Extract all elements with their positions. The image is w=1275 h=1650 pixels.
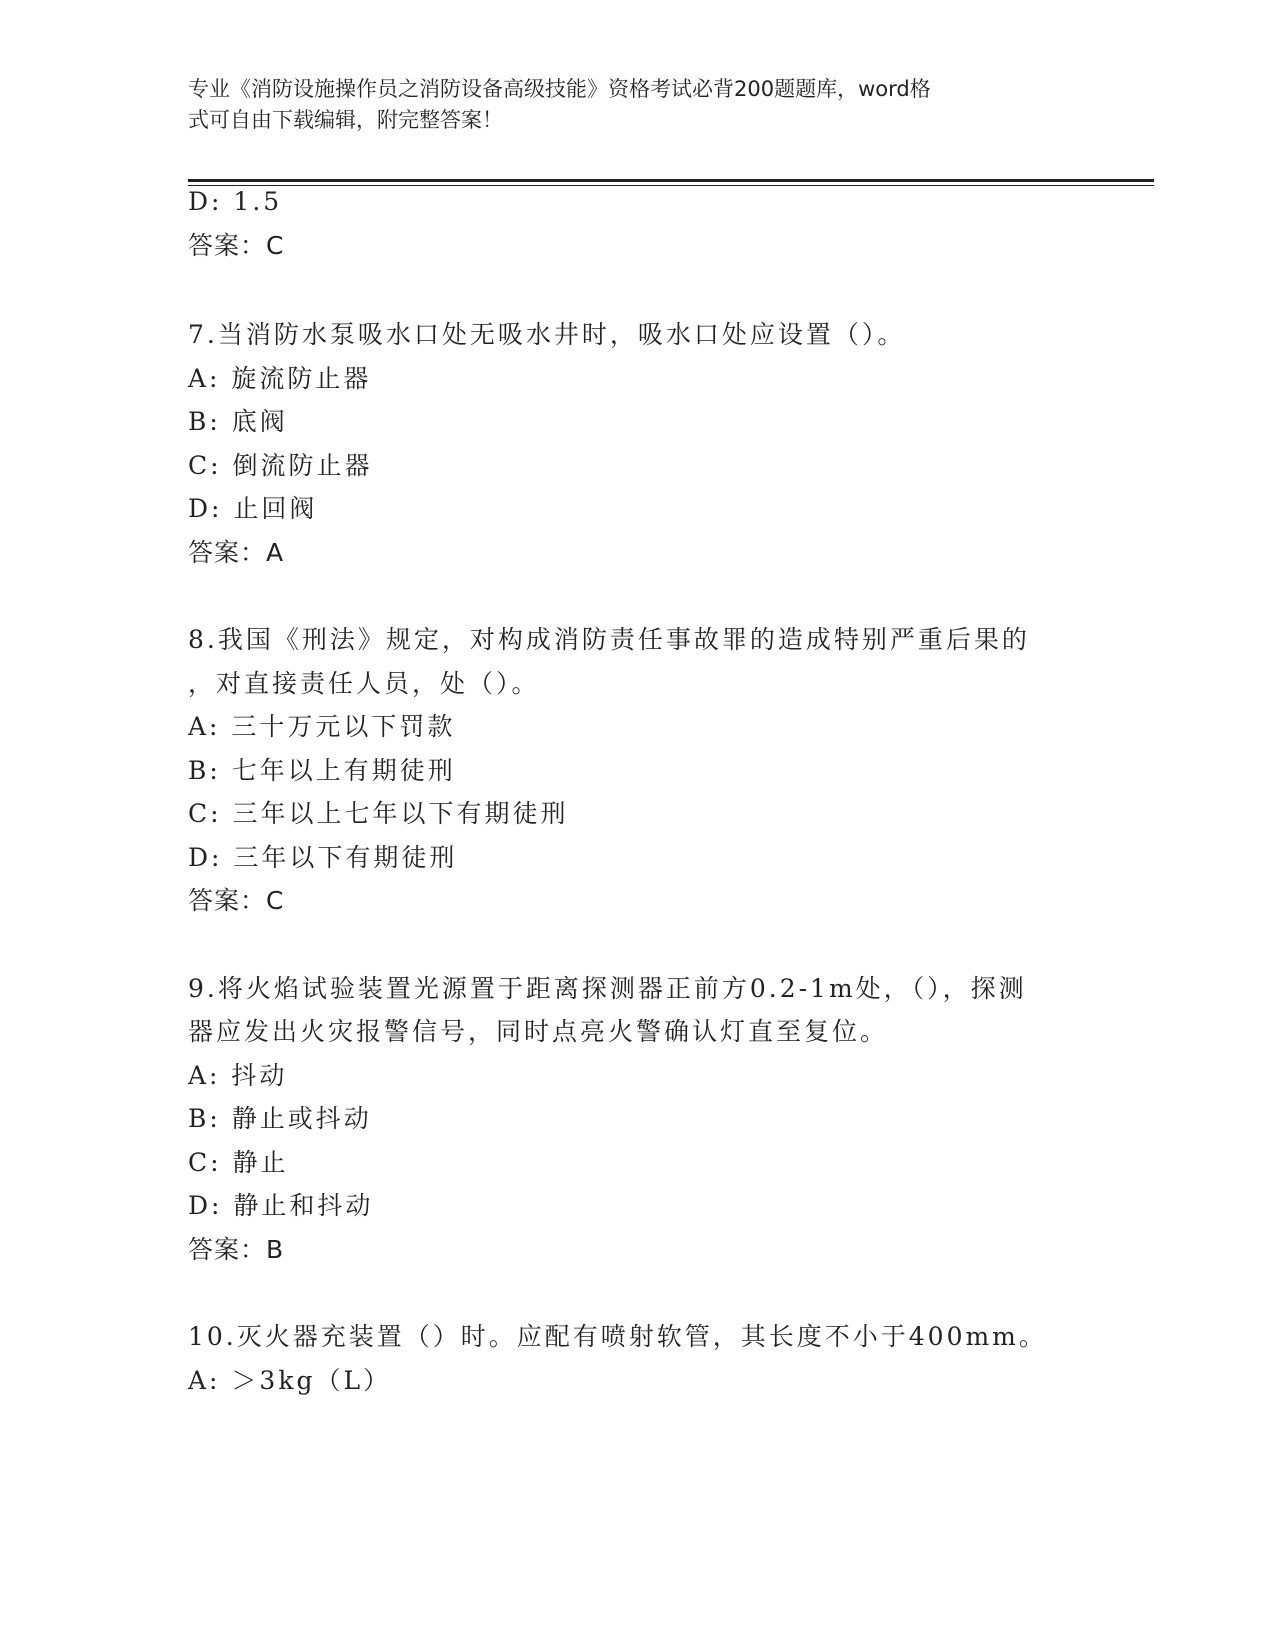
option-a: A: 旋流防止器 <box>188 364 372 393</box>
option-a: A: 三十万元以下罚款 <box>188 712 456 741</box>
answer-value: C <box>266 886 285 915</box>
answer-label: 答案： <box>188 1235 267 1264</box>
prev-option-d: D: 1.5 <box>188 187 283 216</box>
question-stem: 7.当消防水泵吸水口处无吸水井时，吸水口处应设置（）。 <box>188 320 906 349</box>
answer-label: 答案： <box>188 538 267 567</box>
question-stem-line-2: ，对直接责任人员，处（）。 <box>188 669 540 698</box>
header-divider-thick <box>188 179 1154 182</box>
option-a: A: ＞3kg（L） <box>188 1366 392 1395</box>
option-d: D: 静止和抖动 <box>188 1191 374 1220</box>
answer-value: A <box>266 538 285 567</box>
answer <box>188 537 284 569</box>
question-stem-line-2: 器应发出火灾报警信号，同时点亮火警确认灯直至复位。 <box>188 1017 889 1046</box>
answer-value: B <box>266 1235 285 1264</box>
option-c: C: 静止 <box>188 1148 289 1177</box>
option-a: A: 抖动 <box>188 1061 288 1090</box>
option-b: B: 底阀 <box>188 407 288 436</box>
document-header <box>188 74 1068 136</box>
question-stem: 10.灭火器充装置（）时。应配有喷射软管，其长度不小于400mm。 <box>188 1322 1047 1351</box>
option-b: B: 七年以上有期徒刑 <box>188 756 456 785</box>
option-c: C: 三年以上七年以下有期徒刑 <box>188 799 569 828</box>
prev-answer <box>188 230 284 262</box>
header-line-1: 专业《消防设施操作员之消防设备高级技能》资格考试必背200题题库，word格 <box>188 77 931 101</box>
answer <box>188 1234 284 1266</box>
answer-label: 答案： <box>188 231 267 260</box>
question-stem-line-1: 9.将火焰试验装置光源置于距离探测器正前方0.2-1m处，（），探测 <box>188 974 1027 1003</box>
option-d: D: 三年以下有期徒刑 <box>188 843 458 872</box>
question-stem-line-1: 8.我国《刑法》规定，对构成消防责任事故罪的造成特别严重后果的 <box>188 625 1030 654</box>
option-d: D: 止回阀 <box>188 494 318 523</box>
answer-value: C <box>266 231 285 260</box>
header-line-2: 式可自由下载编辑，附完整答案！ <box>188 108 503 132</box>
option-b: B: 静止或抖动 <box>188 1104 372 1133</box>
answer-label: 答案： <box>188 886 267 915</box>
option-c: C: 倒流防止器 <box>188 451 373 480</box>
answer <box>188 885 284 917</box>
header-divider-thin <box>188 185 1154 186</box>
